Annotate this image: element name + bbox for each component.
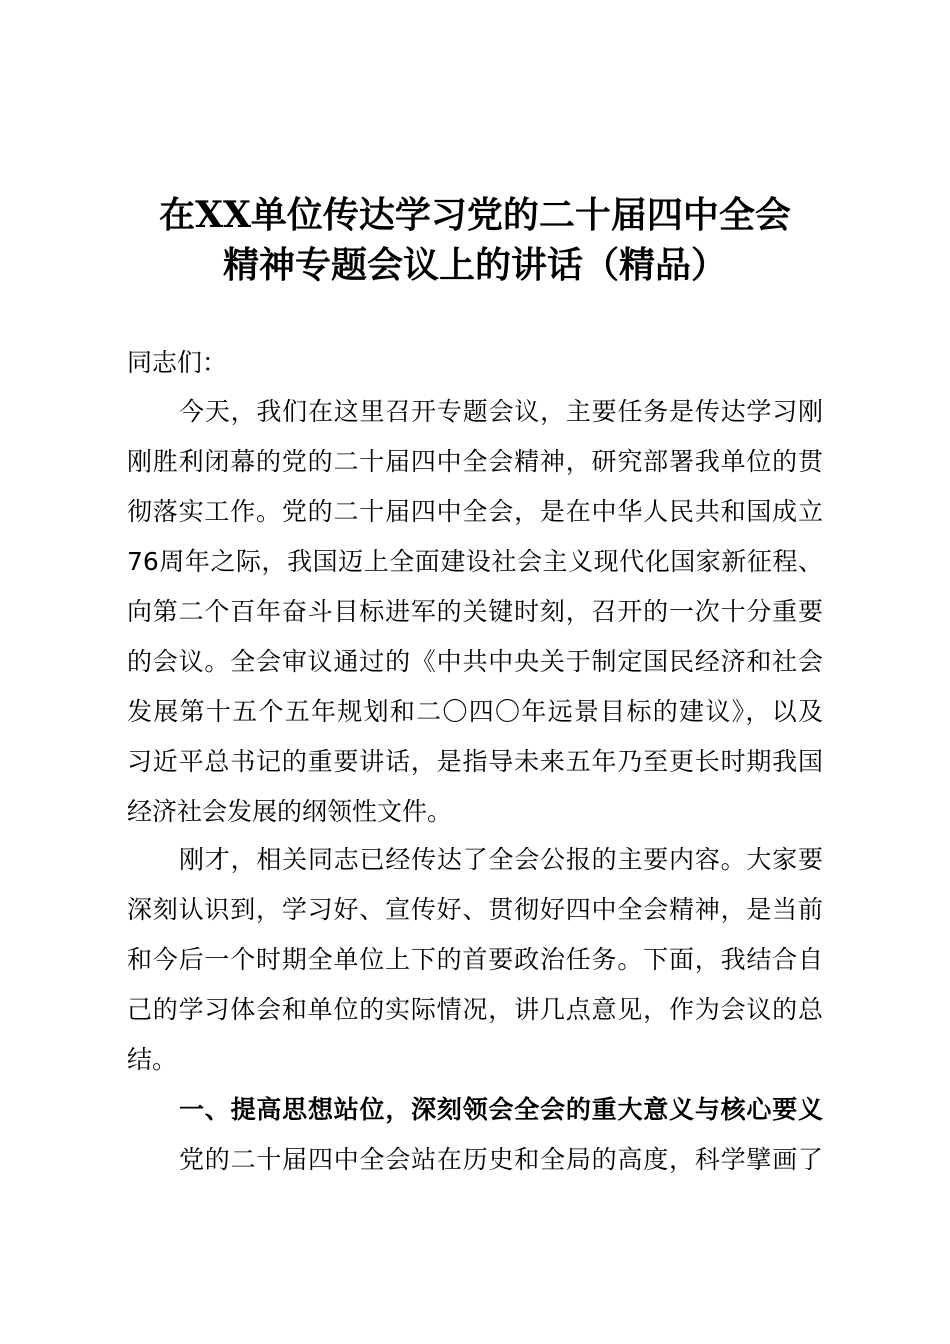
salutation: 同志们： [127, 348, 228, 377]
section-heading-1: 一、提高思想站位，深刻领会全会的重大意义与核心要义 [179, 1095, 823, 1124]
text-line: 党的二十届四中全会站在历史和全局的高度，科学擘画了 [179, 1145, 823, 1174]
text-line: 深刻认识到，学习好、宣传好、贯彻好四中全会精神，是当前 [127, 895, 823, 924]
text-line: 和今后一个时期全单位上下的首要政治任务。下面，我结合自 [127, 945, 823, 974]
text-line: 的会议。全会审议通过的《中共中央关于制定国民经济和社会 [127, 647, 823, 676]
text-line: 刚才，相关同志已经传达了全会公报的主要内容。大家要 [179, 845, 823, 874]
text-line: 今天，我们在这里召开专题会议，主要任务是传达学习刚 [179, 397, 823, 426]
document-title-line-1: 在XX单位传达学习党的二十届四中全会 [159, 194, 791, 236]
text-line: 习近平总书记的重要讲话，是指导未来五年乃至更长时期我国 [127, 747, 823, 776]
text-line: 向第二个百年奋斗目标进军的关键时刻，召开的一次十分重要 [127, 597, 823, 626]
text-line: 经济社会发展的纲领性文件。 [127, 797, 453, 826]
text-line: 彻落实工作。党的二十届四中全会，是在中华人民共和国成立 [127, 497, 823, 526]
text-line: 刚胜利闭幕的党的二十届四中全会精神，研究部署我单位的贯 [127, 447, 823, 476]
document-title-line-2: 精神专题会议上的讲话（精品） [222, 244, 727, 286]
text-line: 己的学习体会和单位的实际情况，讲几点意见，作为会议的总 [127, 995, 823, 1024]
text-line: 76周年之际，我国迈上全面建设社会主义现代化国家新征程、 [127, 547, 823, 576]
text-line: 结。 [127, 1045, 178, 1074]
text-line: 发展第十五个五年规划和二〇四〇年远景目标的建议》，以及 [127, 697, 823, 726]
